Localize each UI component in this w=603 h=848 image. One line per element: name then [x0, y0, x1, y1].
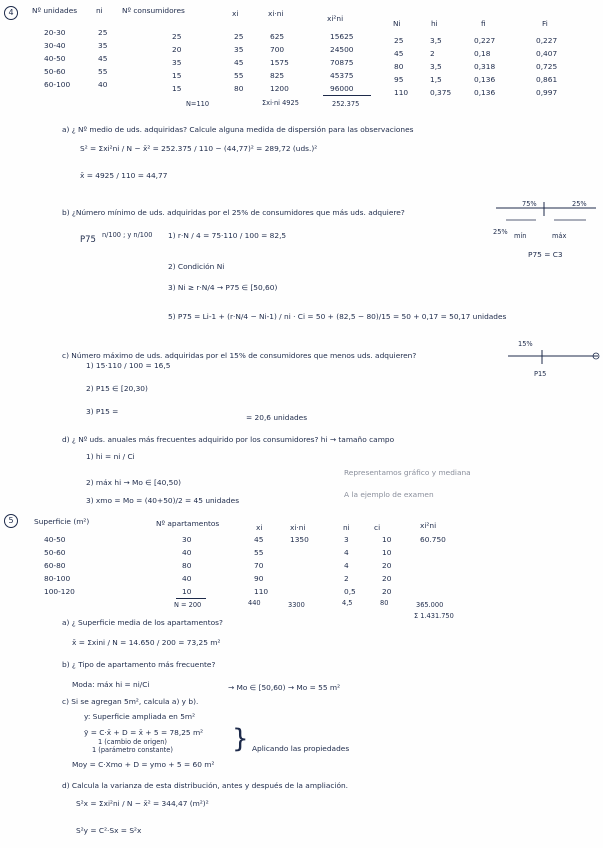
ex5-col-ni [344, 533, 356, 598]
table-cell: 40 [182, 548, 192, 557]
ex4-header-ni: ni [96, 6, 103, 15]
ex4-header-fi: fi [481, 19, 486, 28]
table-cell: 0,227 [474, 36, 496, 45]
table-cell: 25 [394, 36, 404, 45]
ex5-header-xi2ni: xi²ni [420, 521, 437, 530]
ex4-total-N: N=110 [186, 100, 210, 108]
ex4-col-fi [474, 34, 495, 99]
table-cell: 45375 [330, 71, 354, 80]
ex5-header-ci: ci [374, 523, 381, 532]
table-cell: 10 [382, 548, 392, 557]
ex5-header-apart: Nº apartamentos [156, 519, 220, 528]
table-cell: 110 [254, 587, 269, 596]
diagram-label: 25% [572, 200, 587, 208]
ex5-d-line1: S²x = Σxi²ni / N − x̄² = 344,47 (m²)² [76, 799, 209, 808]
ex4-d-step3: 3) xmo = Mo = (40+50)/2 = 45 unidades [86, 496, 240, 505]
table-cell: 80 [394, 62, 404, 71]
ex5-b-answer2: → Mo ∈ [50,60) → Mo = 55 m² [228, 683, 341, 692]
table-cell: 0,18 [474, 49, 491, 58]
table-cell: 40 [182, 574, 192, 583]
table-cell: 45 [98, 54, 108, 63]
ex5-c-line3: 1 (cambio de origen) [98, 738, 168, 746]
table-cell: 70 [254, 561, 264, 570]
table-cell: 0,318 [474, 62, 496, 71]
ex5-c-line5: Moy = C·Xmo + D = ymo + 5 = 60 m² [72, 760, 215, 769]
ex4-b-step2: 2) Condición Ni [168, 262, 225, 271]
ex4-d-question: d) ¿ Nº uds. anuales más frecuentes adquirido por los consumidores? hi → tamaño campo [62, 435, 395, 444]
ex5-a-answer: x̄ = Σxini / N = 14.650 / 200 = 73,25 m² [72, 638, 221, 647]
ex4-c-step2: 2) P15 ∈ [20,30) [86, 384, 148, 393]
ex4-d-note2: A la ejemplo de examen [344, 490, 434, 499]
table-cell: 40-50 [44, 54, 66, 63]
ex5-c-question: c) Si se agregan 5m², calcula a) y b). [62, 697, 199, 706]
diagram-label: 25% [493, 228, 508, 236]
ex5-sum-ci: 80 [380, 599, 389, 607]
ex5-a-question: a) ¿ Superficie media de los apartamentos? [62, 618, 223, 627]
ex4-d-step2: 2) máx hi → Mo ∈ [40,50) [86, 478, 181, 487]
ex5-c-line1: y: Superficie ampliada en 5m² [84, 712, 196, 721]
table-cell: 625 [270, 32, 285, 41]
ex4-header-cons: Nº consumidores [122, 6, 185, 15]
table-cell: 0,997 [536, 88, 558, 97]
table-cell: 0,136 [474, 88, 496, 97]
ex4-col-Ni [394, 34, 408, 99]
table-cell: 30 [182, 535, 192, 544]
diagram-label: P15 [534, 370, 547, 378]
percentile-15-diagram [508, 346, 598, 376]
table-cell: 55 [254, 548, 264, 557]
ex4-d-step1: 1) hi = ni / Ci [86, 452, 135, 461]
table-cell: 0,407 [536, 49, 558, 58]
table-cell: 20 [382, 574, 392, 583]
ex5-sum-xi2ni-2: Σ 1.431.750 [414, 612, 454, 620]
ex4-header-interval: Nº unidades [32, 6, 78, 15]
table-cell: 20 [382, 587, 392, 596]
table-cell: 700 [270, 45, 285, 54]
table-cell: 15625 [330, 32, 354, 41]
table-cell: 50-60 [44, 548, 66, 557]
diagram-label: 75% [522, 200, 537, 208]
table-cell: 1200 [270, 84, 289, 93]
table-cell: 25 [172, 32, 182, 41]
table-cell: 35 [234, 45, 244, 54]
ex5-sum-xi: 440 [248, 599, 261, 607]
table-cell: 80 [182, 561, 192, 570]
table-cell: 45 [254, 535, 264, 544]
ex5-c-line2: ȳ = C·x̄ + D = x̄ + 5 = 78,25 m² [84, 728, 204, 737]
table-cell: 45 [234, 58, 244, 67]
ex5-sum-xi2ni-1: 365.000 [416, 601, 444, 609]
table-cell: 1,5 [430, 75, 442, 84]
ex4-col-intervals [44, 26, 70, 91]
ex5-col-apart [182, 533, 191, 598]
table-cell: 20-30 [44, 28, 66, 37]
table-cell: 15 [172, 84, 182, 93]
table-cell: 70875 [330, 58, 354, 67]
ex4-c-step3: 3) P15 = [86, 407, 119, 416]
sum-underline [176, 598, 206, 599]
ex4-b-step4: 5) P75 = Li-1 + (r·N/4 − Ni-1) / ni · Ci = 50 + (82,5 − 80)/15 = 50 + 0,17 = 50,17 unidades [168, 312, 507, 321]
ex4-header-xi2ni: xi²ni [327, 14, 344, 23]
ex5-col-xini [290, 533, 309, 546]
ex5-d-line2: S²y = C²·Sx = S²x [76, 826, 142, 835]
table-cell: 2 [430, 49, 435, 58]
ex4-d-note1: Representamos gráfico y mediana [344, 468, 471, 477]
ex4-col-cons [172, 30, 181, 95]
table-cell: 1575 [270, 58, 289, 67]
ex4-a-question: a) ¿ Nº medio de uds. adquiridas? Calcule alguna medida de dispersión para las observaciones [62, 125, 414, 134]
table-cell: 0,227 [536, 36, 558, 45]
table-cell: 24500 [330, 45, 354, 54]
ex5-header-xi: xi [256, 523, 263, 532]
table-cell: 3,5 [430, 62, 442, 71]
ex5-b-answer1: Moda: máx hi = ni/Ci [72, 680, 150, 689]
table-cell: 110 [394, 88, 409, 97]
ex4-col-xini [270, 30, 289, 95]
ex4-c-question: c) Número máximo de uds. adquiridas por el 15% de consumidores que menos uds. adquieren? [62, 351, 417, 360]
table-cell: 80 [234, 84, 244, 93]
ex4-b-p75: P75 [80, 235, 96, 245]
table-cell: 60.750 [420, 535, 446, 544]
diagram-label: P75 = C3 [528, 250, 563, 259]
ex5-col-xi2ni [420, 533, 446, 546]
table-cell: 96000 [330, 84, 354, 93]
table-cell: 40-50 [44, 535, 66, 544]
table-cell: 35 [172, 58, 182, 67]
table-cell: 50-60 [44, 67, 66, 76]
ex5-d-question: d) Calcula la varianza de esta distribución, antes y después de la ampliación. [62, 781, 349, 790]
diagram-label: máx [552, 232, 567, 240]
ex5-header-xini: xi·ni [290, 523, 306, 532]
table-cell: 20 [172, 45, 182, 54]
sum-underline [323, 95, 371, 96]
ex4-b-step1: 1) r·N / 4 = 75·110 / 100 = 82,5 [168, 231, 287, 240]
ex4-sum-xi2ni: 252.375 [332, 100, 360, 108]
ex5-sum-ni: 4,5 [342, 599, 353, 607]
table-cell: 40 [98, 80, 108, 89]
ex4-b-question: b) ¿Número mínimo de uds. adquiridas por el 25% de consumidores que más uds. adquiere? [62, 208, 405, 217]
table-cell: 10 [182, 587, 192, 596]
ex5-sum-xini: 3300 [288, 601, 305, 609]
ex4-c-step1: 1) 15·110 / 100 = 16,5 [86, 361, 171, 370]
table-cell: 3,5 [430, 36, 442, 45]
ex5-c-line4: 1 (parámetro constante) [92, 746, 173, 754]
table-cell: 20 [382, 561, 392, 570]
table-cell: 25 [234, 32, 244, 41]
exercise-4-number: 4 [4, 6, 18, 20]
table-cell: 0,725 [536, 62, 558, 71]
table-cell: 4 [344, 548, 349, 557]
table-cell: 0,861 [536, 75, 558, 84]
brace-icon: } [232, 724, 249, 754]
ex4-col-hi [430, 34, 451, 99]
table-cell: 80-100 [44, 574, 71, 583]
ex4-header-hi: hi [431, 19, 438, 28]
ex5-header-sup: Superficie (m²) [34, 517, 90, 526]
table-cell: 825 [270, 71, 285, 80]
table-cell: 2 [344, 574, 349, 583]
ex5-c-brace: Aplicando las propiedades [252, 744, 350, 753]
ex4-a-variance: S² = Σxi²ni / N − x̄² = 252.375 / 110 − (44,77)² = 289,72 (uds.)² [80, 144, 318, 153]
table-cell: 55 [234, 71, 244, 80]
table-cell: 15 [172, 71, 182, 80]
table-cell: 90 [254, 574, 264, 583]
ex5-col-xi [254, 533, 268, 598]
table-cell: 25 [98, 28, 108, 37]
table-cell: 35 [98, 41, 108, 50]
ex4-header-Fi: Fi [542, 19, 548, 28]
diagram-label: 15% [518, 340, 533, 348]
ex4-header-xini: xi·ni [268, 9, 284, 18]
table-cell: 60-80 [44, 561, 66, 570]
table-cell: 0,375 [430, 88, 452, 97]
table-cell: 0,136 [474, 75, 496, 84]
table-cell: 10 [382, 535, 392, 544]
table-cell: 1350 [290, 535, 309, 544]
exercise-5-number: 5 [4, 514, 18, 528]
table-cell: 60-100 [44, 80, 71, 89]
ex4-header-xi: xi [232, 9, 239, 18]
ex4-col-xi2ni [330, 30, 354, 95]
ex5-b-question: b) ¿ Tipo de apartamento más frecuente? [62, 660, 216, 669]
ex4-b-step3: 3) Ni ≥ r·N/4 → P75 ∈ [50,60) [168, 283, 278, 292]
ex4-a-mean: x̄ = 4925 / 110 = 44,77 [80, 171, 168, 180]
table-cell: 4 [344, 561, 349, 570]
ex4-header-Ni: Ni [393, 19, 401, 28]
ex4-col-Fi [536, 34, 557, 99]
ex4-c-result: = 20,6 unidades [246, 413, 308, 422]
diagram-label: mín [514, 232, 527, 240]
table-cell: 45 [394, 49, 404, 58]
table-cell: 30-40 [44, 41, 66, 50]
ex4-col-ni [98, 26, 107, 91]
ex5-col-intervals [44, 533, 75, 598]
ex4-sum-xini: Σxi·ni 4925 [262, 99, 299, 107]
ex5-header-ni: ni [343, 523, 350, 532]
table-cell: 95 [394, 75, 404, 84]
table-cell: 55 [98, 67, 108, 76]
ex5-col-ci [382, 533, 391, 598]
ex4-b-p75-opts: n/100 ; y n/100 [102, 231, 153, 239]
table-cell: 100-120 [44, 587, 75, 596]
ex5-total-N: N = 200 [174, 601, 202, 609]
table-cell: 0,5 [344, 587, 356, 596]
table-cell: 3 [344, 535, 349, 544]
ex4-col-xi [234, 30, 243, 95]
